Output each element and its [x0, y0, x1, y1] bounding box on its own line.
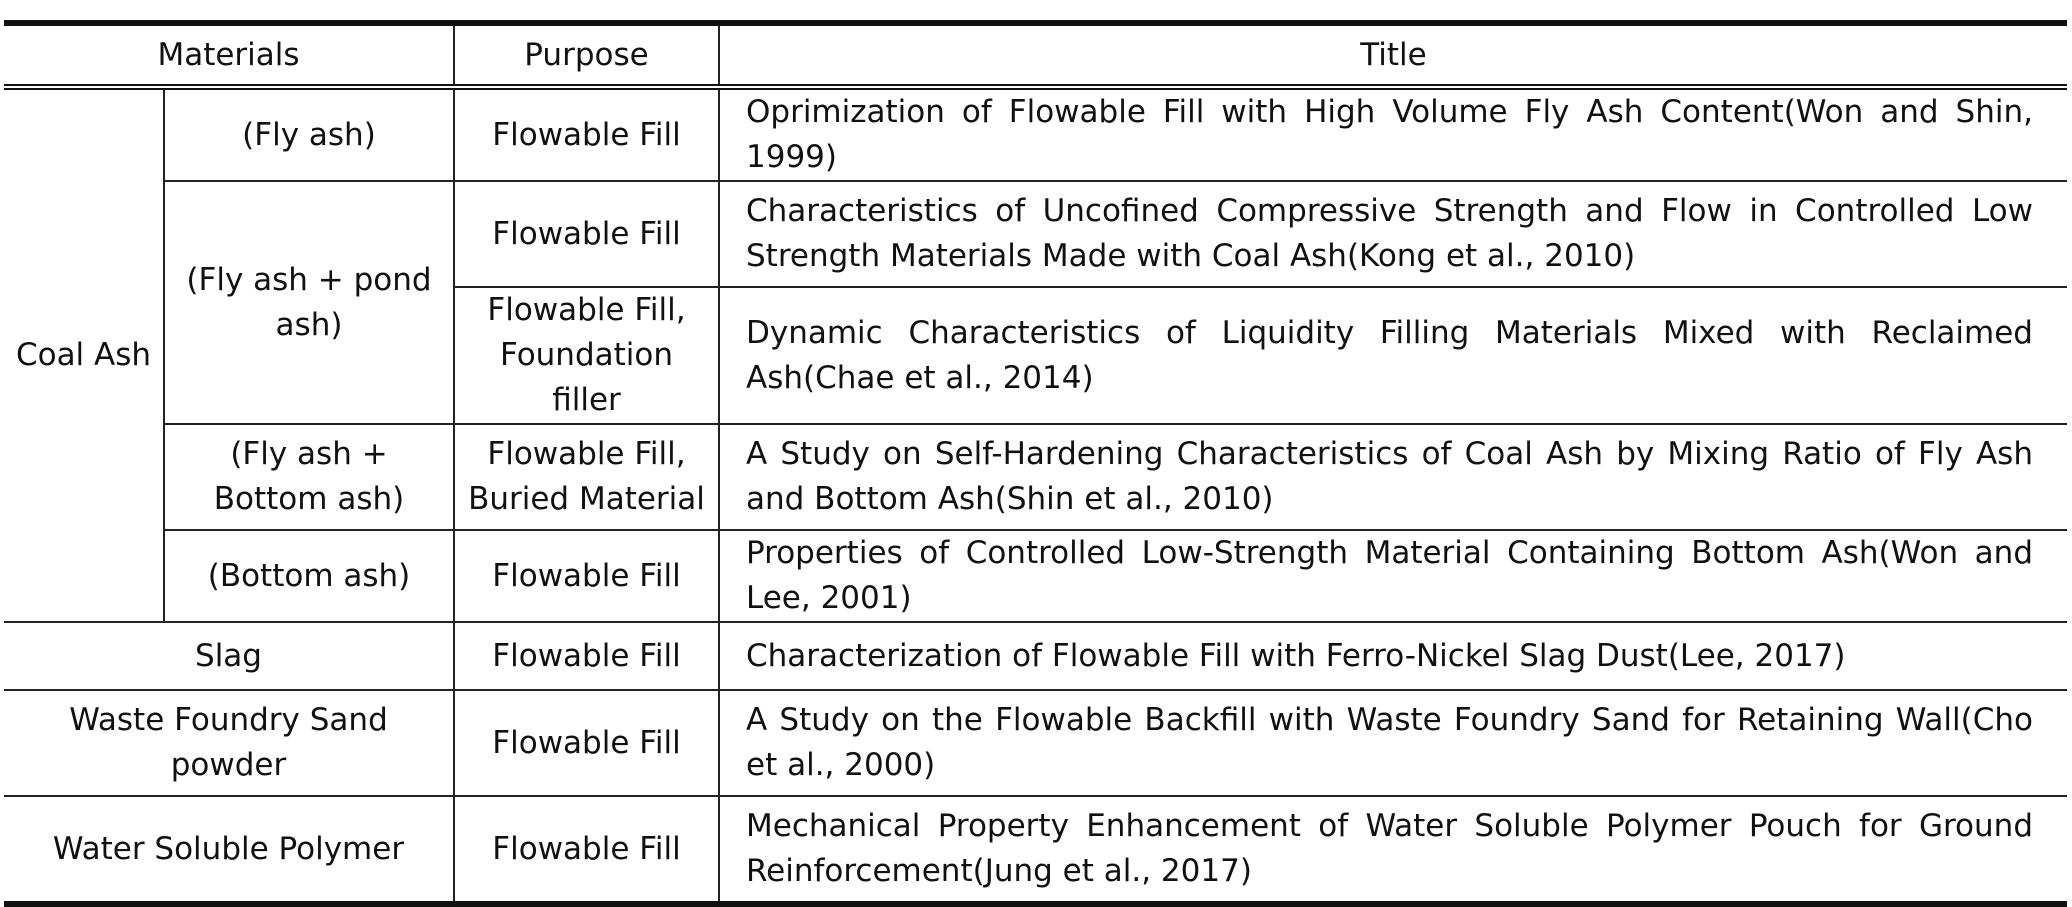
purpose-cell: Flowable Fill — [454, 181, 719, 287]
material-subtype-cell: (Fly ash) — [164, 87, 454, 181]
table-header — [4, 23, 2067, 87]
table-row — [4, 181, 2067, 287]
table-row — [4, 424, 2067, 530]
header-purpose: Purpose — [454, 23, 719, 87]
references-table — [4, 20, 2067, 907]
material-subtype-cell: (Fly ash + pond ash) — [164, 181, 454, 424]
title-cell: Characteristics of Uncofined Compressive Strength and Flow in Controlled Low Strength Materials Made with Coal Ash(Kong et al., 2010) — [719, 181, 2067, 287]
material-group-coal-ash: Coal Ash — [4, 87, 164, 622]
title-cell: Dynamic Characteristics of Liquidity Filling Materials Mixed with Reclaimed Ash(Chae et al., 2014) — [719, 287, 2067, 424]
table-row — [4, 530, 2067, 622]
title-cell: Characterization of Flowable Fill with Ferro-Nickel Slag Dust(Lee, 2017) — [719, 622, 2067, 690]
purpose-cell: Flowable Fill — [454, 87, 719, 181]
title-cell: Properties of Controlled Low-Strength Material Containing Bottom Ash(Won and Lee, 2001) — [719, 530, 2067, 622]
purpose-cell: Flowable Fill, Buried Material — [454, 424, 719, 530]
material-subtype-cell: (Bottom ash) — [164, 530, 454, 622]
title-cell: A Study on Self-Hardening Characteristics of Coal Ash by Mixing Ratio of Fly Ash and Bottom Ash(Shin et al., 2010) — [719, 424, 2067, 530]
material-cell: Water Soluble Polymer — [4, 796, 454, 904]
header-materials: Materials — [4, 23, 454, 87]
purpose-cell: Flowable Fill, Foundation filler — [454, 287, 719, 424]
table-row — [4, 796, 2067, 904]
purpose-cell: Flowable Fill — [454, 530, 719, 622]
header-row — [4, 23, 2067, 87]
purpose-cell: Flowable Fill — [454, 796, 719, 904]
table-row — [4, 622, 2067, 690]
purpose-cell: Flowable Fill — [454, 690, 719, 796]
table-row — [4, 87, 2067, 181]
purpose-cell: Flowable Fill — [454, 622, 719, 690]
table-body — [4, 87, 2067, 904]
material-cell: Slag — [4, 622, 454, 690]
material-subtype-cell: (Fly ash + Bottom ash) — [164, 424, 454, 530]
title-cell: Oprimization of Flowable Fill with High Volume Fly Ash Content(Won and Shin, 1999) — [719, 87, 2067, 181]
header-title: Title — [719, 23, 2067, 87]
material-cell: Waste Foundry Sand powder — [4, 690, 454, 796]
title-cell: A Study on the Flowable Backfill with Waste Foundry Sand for Retaining Wall(Cho et al., 2000) — [719, 690, 2067, 796]
title-cell: Mechanical Property Enhancement of Water Soluble Polymer Pouch for Ground Reinforcement(Jung et al., 2017) — [719, 796, 2067, 904]
table-row — [4, 690, 2067, 796]
